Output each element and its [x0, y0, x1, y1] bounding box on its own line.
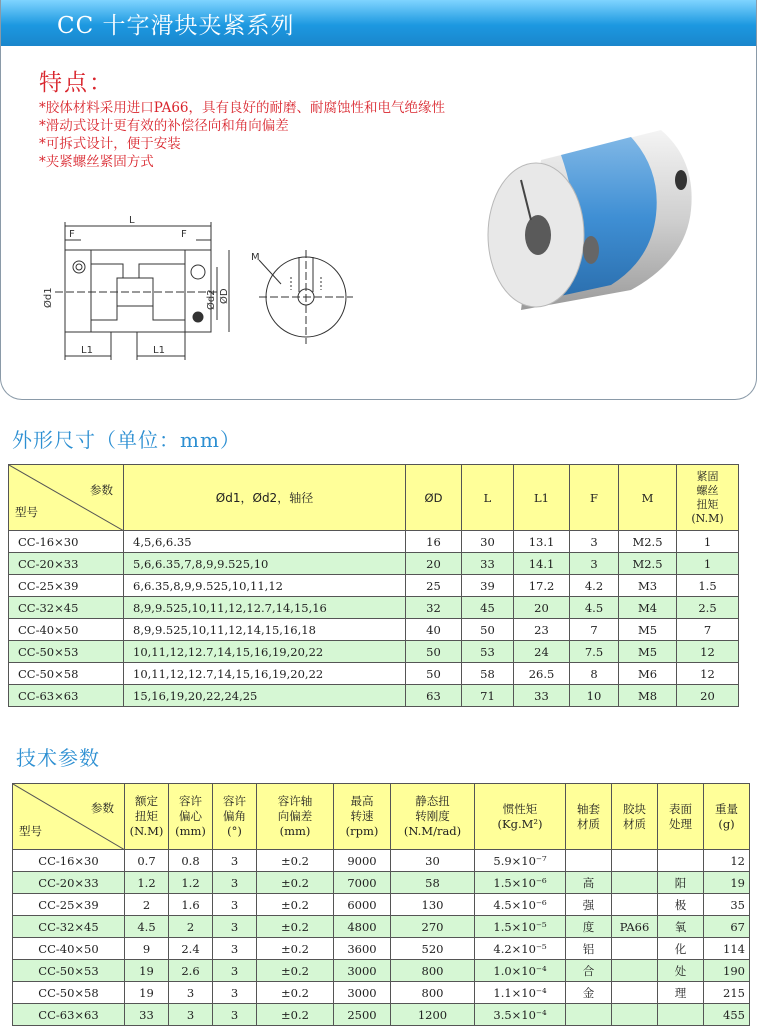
- value-cell: 9: [125, 938, 169, 960]
- rubber-material-cell: [612, 850, 658, 872]
- label-M: M: [251, 252, 260, 263]
- sleeve-material-cell: 铝: [566, 938, 612, 960]
- value-cell: 50: [406, 663, 462, 685]
- value-cell: ±0.2: [257, 850, 334, 872]
- model-cell: CC-16×30: [9, 531, 124, 553]
- header-D: ØD: [406, 465, 462, 531]
- header-L1: L1: [514, 465, 570, 531]
- header-L: L: [462, 465, 514, 531]
- value-cell: 3: [570, 553, 619, 575]
- rubber-material-cell: [612, 982, 658, 1004]
- value-cell: 1.6: [169, 894, 213, 916]
- table-row: [13, 960, 750, 982]
- value-cell: 1200: [391, 1004, 475, 1026]
- value-cell: ±0.2: [257, 916, 334, 938]
- weight-cell: 190: [704, 960, 750, 982]
- value-cell: 8,9,9.525,10,11,12,12.7,14,15,16: [124, 597, 406, 619]
- value-cell: 30: [462, 531, 514, 553]
- header-F: F: [570, 465, 619, 531]
- model-cell: CC-50×53: [9, 641, 124, 663]
- label-L: L: [129, 215, 135, 226]
- value-cell: 40: [406, 619, 462, 641]
- product-image: [481, 120, 711, 320]
- value-cell: 10,11,12,12.7,14,15,16,19,20,22: [124, 663, 406, 685]
- value-cell: 4.2×10⁻⁵: [475, 938, 566, 960]
- feature-item: *可拆式设计，便于安装: [39, 136, 181, 152]
- table-row: [13, 982, 750, 1004]
- table-row: [9, 575, 739, 597]
- header-rated-torque: 额定 扭矩 (N.M): [125, 784, 169, 850]
- surface-treatment-cell: 极: [658, 894, 704, 916]
- value-cell: ±0.2: [257, 938, 334, 960]
- value-cell: 1.0×10⁻⁴: [475, 960, 566, 982]
- weight-cell: 215: [704, 982, 750, 1004]
- value-cell: 20: [514, 597, 570, 619]
- model-cell: CC-50×58: [13, 982, 125, 1004]
- label-L1-left: L1: [81, 345, 93, 356]
- sleeve-material-cell: 强: [566, 894, 612, 916]
- value-cell: 1: [677, 531, 739, 553]
- table-row: [13, 850, 750, 872]
- value-cell: 3: [213, 850, 257, 872]
- header-stiffness: 静态扭 转刚度 (N.M/rad): [391, 784, 475, 850]
- label-F-left: F: [69, 229, 75, 240]
- dims-header-corner: [9, 465, 124, 531]
- value-cell: 16: [406, 531, 462, 553]
- weight-cell: 19: [704, 872, 750, 894]
- value-cell: 5,6,6.35,7,8,9,9.525,10: [124, 553, 406, 575]
- value-cell: 58: [391, 872, 475, 894]
- surface-treatment-cell: 理: [658, 982, 704, 1004]
- value-cell: 3: [213, 982, 257, 1004]
- model-cell: CC-32×45: [13, 916, 125, 938]
- value-cell: 58: [462, 663, 514, 685]
- value-cell: 1.2: [125, 872, 169, 894]
- value-cell: 4.5×10⁻⁶: [475, 894, 566, 916]
- label-F-right: F: [181, 229, 187, 240]
- value-cell: 800: [391, 982, 475, 1004]
- value-cell: 7: [677, 619, 739, 641]
- value-cell: 6,6.35,8,9,9.525,10,11,12: [124, 575, 406, 597]
- value-cell: 20: [677, 685, 739, 707]
- value-cell: M5: [619, 641, 677, 663]
- value-cell: ±0.2: [257, 1004, 334, 1026]
- value-cell: 4.5: [570, 597, 619, 619]
- header-rubber: 胶块 材质: [612, 784, 658, 850]
- feature-item: *夹紧螺丝紧固方式: [39, 154, 154, 170]
- header-inertia: 惯性矩 (Kg.M²): [475, 784, 566, 850]
- value-cell: M5: [619, 619, 677, 641]
- weight-cell: 455: [704, 1004, 750, 1026]
- value-cell: M2.5: [619, 531, 677, 553]
- value-cell: 10,11,12,12.7,14,15,16,19,20,22: [124, 641, 406, 663]
- feature-item: *滑动式设计更有效的补偿径向和角向偏差: [39, 118, 289, 134]
- value-cell: 3: [213, 960, 257, 982]
- header-shaft: Ød1，Ød2，轴径: [124, 465, 406, 531]
- rubber-material-cell: [612, 872, 658, 894]
- value-cell: ±0.2: [257, 872, 334, 894]
- header-param: 参数: [90, 483, 113, 497]
- model-cell: CC-16×30: [13, 850, 125, 872]
- value-cell: 1.5×10⁻⁶: [475, 872, 566, 894]
- value-cell: 7.5: [570, 641, 619, 663]
- value-cell: 3.5×10⁻⁴: [475, 1004, 566, 1026]
- features-title: 特点：: [39, 70, 114, 96]
- rubber-material-cell: [612, 938, 658, 960]
- value-cell: 4.5: [125, 916, 169, 938]
- value-cell: 13.1: [514, 531, 570, 553]
- header-model: 型号: [19, 824, 42, 838]
- value-cell: 17.2: [514, 575, 570, 597]
- value-cell: 2.4: [169, 938, 213, 960]
- value-cell: 71: [462, 685, 514, 707]
- value-cell: 2.6: [169, 960, 213, 982]
- model-cell: CC-25×39: [13, 894, 125, 916]
- surface-treatment-cell: 阳: [658, 872, 704, 894]
- value-cell: 800: [391, 960, 475, 982]
- sleeve-material-cell: 高: [566, 872, 612, 894]
- header-surface: 表面 处理: [658, 784, 704, 850]
- header-angle: 容许 偏角 (°): [213, 784, 257, 850]
- header-axial: 容许轴 向偏差 (mm): [257, 784, 334, 850]
- model-cell: CC-20×33: [13, 872, 125, 894]
- dims-table: [8, 464, 739, 707]
- table-row: [9, 641, 739, 663]
- model-cell: CC-20×33: [9, 553, 124, 575]
- table-row: [9, 619, 739, 641]
- sleeve-material-cell: 合: [566, 960, 612, 982]
- value-cell: 9000: [334, 850, 391, 872]
- model-cell: CC-32×45: [9, 597, 124, 619]
- table-row: [13, 938, 750, 960]
- value-cell: 1.5×10⁻⁵: [475, 916, 566, 938]
- table-row: [13, 916, 750, 938]
- dims-section-title: 外形尺寸（单位：mm）: [12, 428, 241, 452]
- value-cell: 25: [406, 575, 462, 597]
- value-cell: M2.5: [619, 553, 677, 575]
- value-cell: 270: [391, 916, 475, 938]
- rubber-material-cell: [612, 894, 658, 916]
- title-banner: [1, 0, 757, 46]
- surface-treatment-cell: 化: [658, 938, 704, 960]
- rubber-material-cell: PA66: [612, 916, 658, 938]
- technical-drawing: [41, 212, 371, 367]
- feature-item: *胶体材料采用进口PA66，具有良好的耐磨、耐腐蚀性和电气绝缘性: [39, 100, 446, 116]
- sleeve-material-cell: 度: [566, 916, 612, 938]
- header-M: M: [619, 465, 677, 531]
- value-cell: M3: [619, 575, 677, 597]
- model-cell: CC-63×63: [9, 685, 124, 707]
- value-cell: 1.2: [169, 872, 213, 894]
- sleeve-material-cell: 金: [566, 982, 612, 1004]
- header-sleeve: 轴套 材质: [566, 784, 612, 850]
- tech-header-corner: [13, 784, 125, 850]
- value-cell: 12: [677, 663, 739, 685]
- value-cell: 6000: [334, 894, 391, 916]
- value-cell: 3: [213, 916, 257, 938]
- value-cell: 20: [406, 553, 462, 575]
- model-cell: CC-50×53: [13, 960, 125, 982]
- rubber-material-cell: [612, 1004, 658, 1026]
- value-cell: 1.1×10⁻⁴: [475, 982, 566, 1004]
- table-row: [13, 1004, 750, 1026]
- value-cell: 23: [514, 619, 570, 641]
- table-row: [9, 531, 739, 553]
- value-cell: ±0.2: [257, 894, 334, 916]
- weight-cell: 67: [704, 916, 750, 938]
- label-d1: Ød1: [43, 287, 54, 308]
- value-cell: 1.5: [677, 575, 739, 597]
- value-cell: 0.7: [125, 850, 169, 872]
- header-offset: 容许 偏心 (mm): [169, 784, 213, 850]
- value-cell: 30: [391, 850, 475, 872]
- value-cell: 2: [169, 916, 213, 938]
- value-cell: 33: [462, 553, 514, 575]
- model-cell: CC-50×58: [9, 663, 124, 685]
- table-row: [9, 597, 739, 619]
- value-cell: 2500: [334, 1004, 391, 1026]
- header-param: 参数: [91, 801, 114, 815]
- value-cell: 33: [514, 685, 570, 707]
- value-cell: 19: [125, 960, 169, 982]
- value-cell: 45: [462, 597, 514, 619]
- value-cell: 8,9,9.525,10,11,12,14,15,16,18: [124, 619, 406, 641]
- value-cell: 3: [169, 1004, 213, 1026]
- value-cell: 19: [125, 982, 169, 1004]
- table-row: [9, 663, 739, 685]
- header-screw-torque: 紧固 螺丝 扭矩 (N.M): [677, 465, 739, 531]
- value-cell: 39: [462, 575, 514, 597]
- banner-title: CC 十字滑块夹紧系列: [57, 13, 295, 39]
- tech-section-title: 技术参数: [16, 746, 100, 770]
- model-cell: CC-40×50: [13, 938, 125, 960]
- model-cell: CC-63×63: [13, 1004, 125, 1026]
- value-cell: 0.8: [169, 850, 213, 872]
- product-info-card: [0, 0, 757, 400]
- surface-treatment-cell: 处: [658, 960, 704, 982]
- value-cell: 2.5: [677, 597, 739, 619]
- model-cell: CC-25×39: [9, 575, 124, 597]
- value-cell: 12: [677, 641, 739, 663]
- surface-treatment-cell: [658, 1004, 704, 1026]
- label-D: ØD: [219, 288, 230, 304]
- value-cell: 2: [125, 894, 169, 916]
- value-cell: 10: [570, 685, 619, 707]
- value-cell: 4800: [334, 916, 391, 938]
- value-cell: 7000: [334, 872, 391, 894]
- header-model: 型号: [15, 505, 38, 519]
- value-cell: 14.1: [514, 553, 570, 575]
- value-cell: 4,5,6,6.35: [124, 531, 406, 553]
- value-cell: 24: [514, 641, 570, 663]
- label-L1-right: L1: [153, 345, 165, 356]
- value-cell: M6: [619, 663, 677, 685]
- value-cell: M8: [619, 685, 677, 707]
- value-cell: 3: [213, 1004, 257, 1026]
- value-cell: 50: [462, 619, 514, 641]
- value-cell: 15,16,19,20,22,24,25: [124, 685, 406, 707]
- value-cell: 50: [406, 641, 462, 663]
- sleeve-material-cell: [566, 850, 612, 872]
- rubber-material-cell: [612, 960, 658, 982]
- value-cell: 8: [570, 663, 619, 685]
- table-row: [13, 872, 750, 894]
- value-cell: 1: [677, 553, 739, 575]
- weight-cell: 12: [704, 850, 750, 872]
- header-speed: 最高 转速 (rpm): [334, 784, 391, 850]
- tech-table: [12, 783, 750, 1026]
- weight-cell: 35: [704, 894, 750, 916]
- value-cell: 3000: [334, 960, 391, 982]
- value-cell: 3000: [334, 982, 391, 1004]
- value-cell: 33: [125, 1004, 169, 1026]
- value-cell: 4.2: [570, 575, 619, 597]
- surface-treatment-cell: 氧: [658, 916, 704, 938]
- value-cell: 32: [406, 597, 462, 619]
- value-cell: ±0.2: [257, 960, 334, 982]
- sleeve-material-cell: [566, 1004, 612, 1026]
- value-cell: 63: [406, 685, 462, 707]
- value-cell: 53: [462, 641, 514, 663]
- table-row: [9, 685, 739, 707]
- value-cell: 3: [213, 872, 257, 894]
- value-cell: M4: [619, 597, 677, 619]
- value-cell: 7: [570, 619, 619, 641]
- value-cell: 3600: [334, 938, 391, 960]
- value-cell: 3: [169, 982, 213, 1004]
- label-d2: Ød2: [206, 289, 217, 310]
- value-cell: 3: [213, 894, 257, 916]
- value-cell: 130: [391, 894, 475, 916]
- value-cell: ±0.2: [257, 982, 334, 1004]
- value-cell: 3: [570, 531, 619, 553]
- table-row: [13, 894, 750, 916]
- value-cell: 3: [213, 938, 257, 960]
- model-cell: CC-40×50: [9, 619, 124, 641]
- table-row: [9, 553, 739, 575]
- surface-treatment-cell: [658, 850, 704, 872]
- value-cell: 520: [391, 938, 475, 960]
- value-cell: 5.9×10⁻⁷: [475, 850, 566, 872]
- value-cell: 26.5: [514, 663, 570, 685]
- weight-cell: 114: [704, 938, 750, 960]
- header-weight: 重量 (g): [704, 784, 750, 850]
